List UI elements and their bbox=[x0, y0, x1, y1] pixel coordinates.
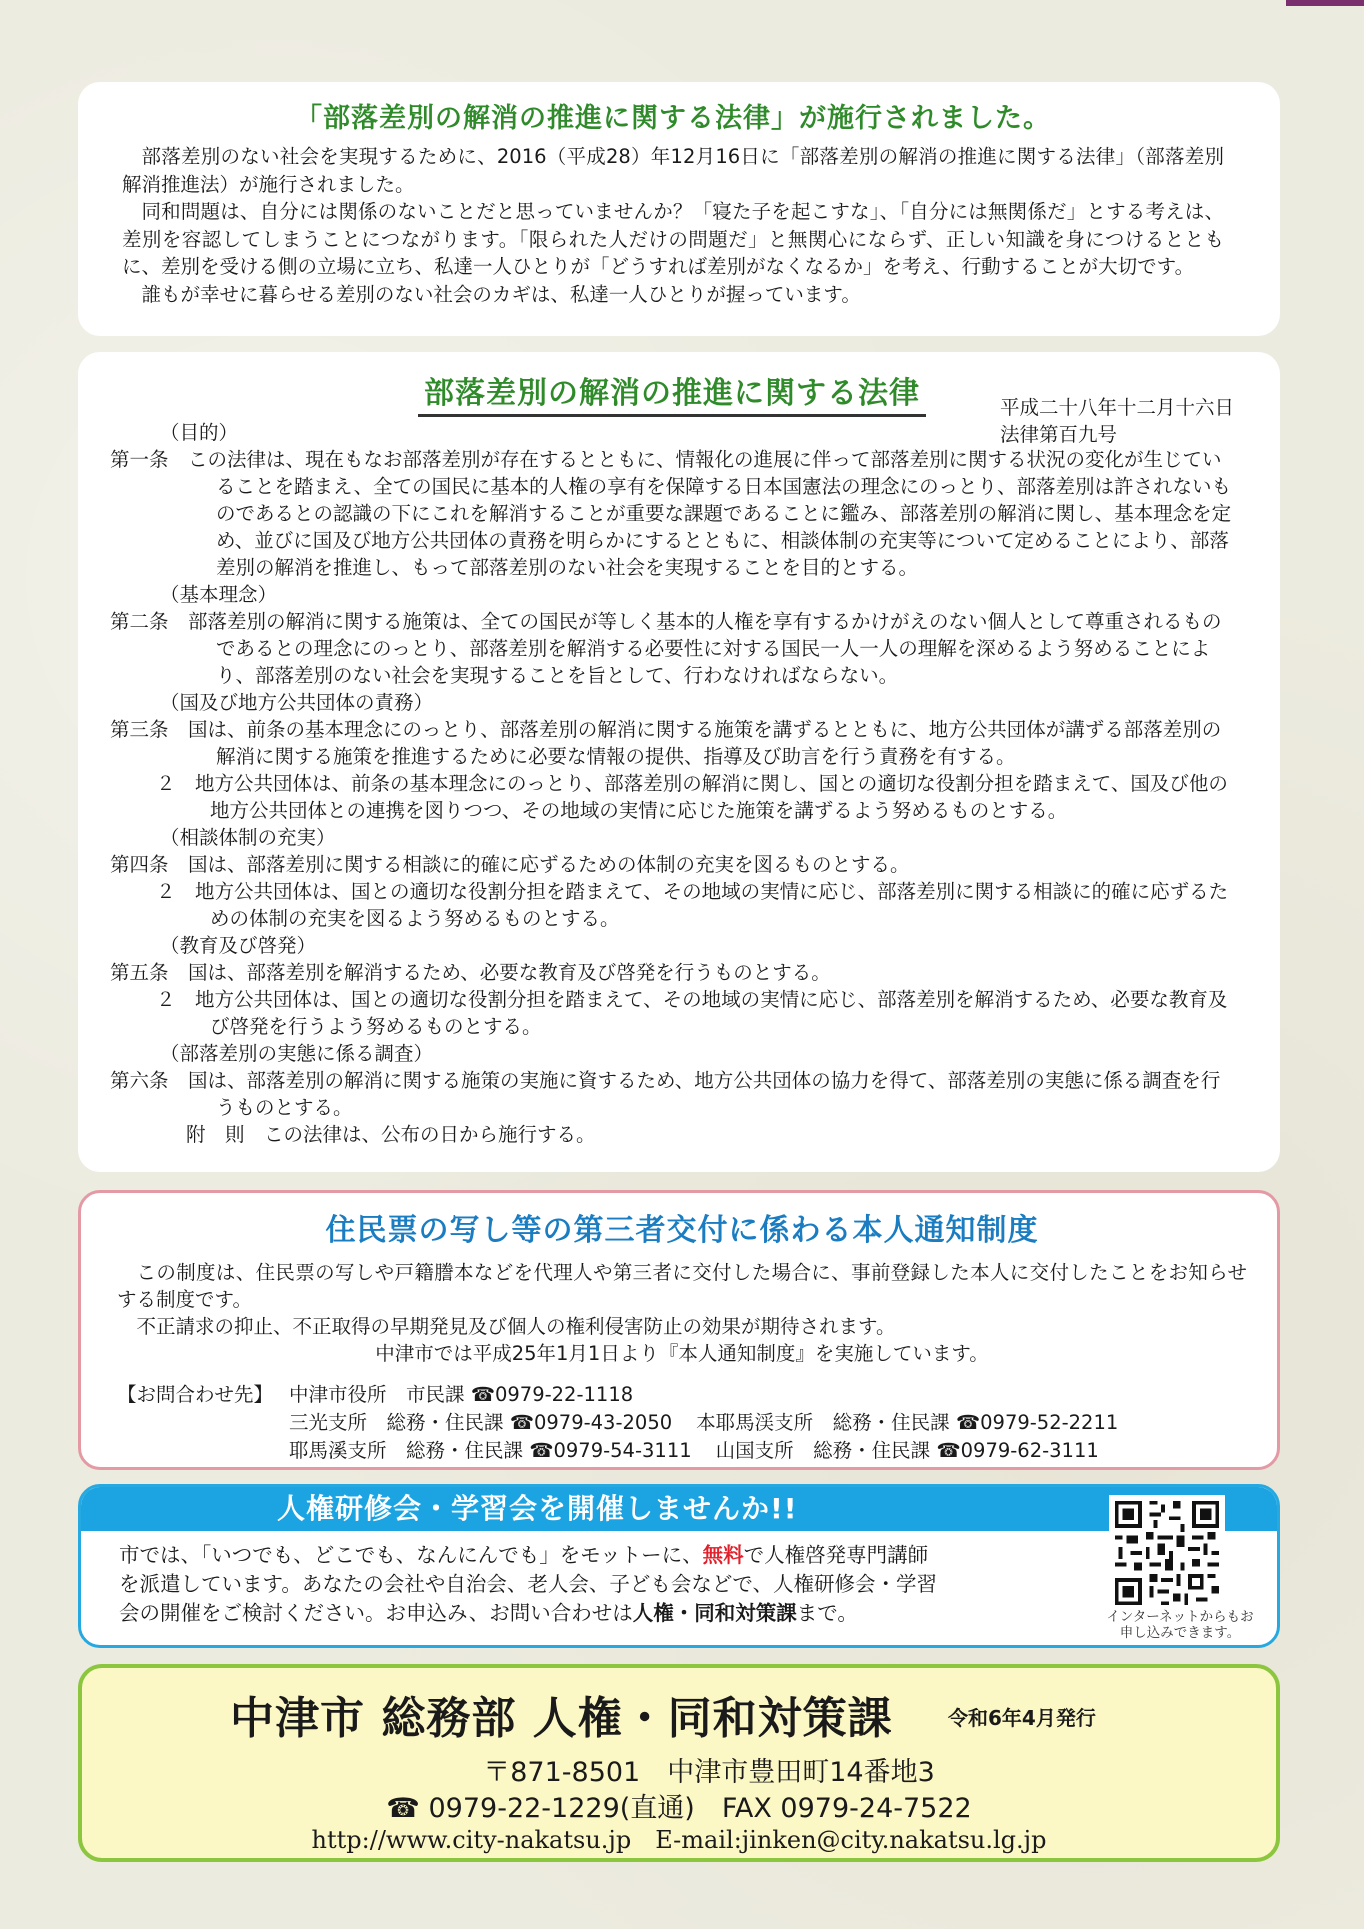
qr-code-icon[interactable] bbox=[1109, 1495, 1225, 1611]
notice-paragraph: 誰もが幸せに暮らせる差別のない社会のカギは、私達一人ひとりが握っています。 bbox=[141, 282, 861, 306]
footer-section bbox=[78, 1664, 1280, 1862]
caption-purpose: （目的） bbox=[160, 421, 239, 444]
supplementary-provision: 附 則 この法律は、公布の日から施行する。 bbox=[186, 1123, 596, 1146]
article-1: 第一条 この法律は、現在もなお部落差別が存在するとともに、情報化の進展に伴って部落差別に関する状況の変化が生じていることを踏まえ、全ての国民に基本的人権の享有を保障する日本国憲法の理念にのっとり、部落差別は許されないものであるとの認識の下にこれを解消することが重要な課題であることに鑑み、部落差別の解消に関し、基本理念を定め、並びに国及び地方公共団体の責務を明らかにするとともに、相談体制の充実等について定めることにより、部落差別の解消を推進し、もって部落差別のない社会を実現することを目的とする。 bbox=[110, 448, 1232, 579]
contact-city-hall: 中津市役所 市民課 ☎0979-22-1118 bbox=[289, 1383, 634, 1406]
qr-note: インターネットからもお申し込みできます。 bbox=[1106, 1609, 1254, 1641]
caption-consult: （相談体制の充実） bbox=[160, 826, 336, 849]
article-2: 第二条 部落差別の解消に関する施策は、全ての国民が等しく基本的人権を享有するかけがえのない個人として尊重されるものであるとの理念にのっとり、部落差別を解消する必要性に対する国民一人一人の理解を深めるよう努めることにより、部落差別のない社会を実現することを旨として、行わなければならない。 bbox=[110, 610, 1222, 687]
notification-paragraph: この制度は、住民票の写しや戸籍謄本などを代理人や第三者に交付した場合に、事前登録した本人に交付したことをお知らせする制度です。 bbox=[117, 1261, 1247, 1311]
training-section bbox=[78, 1484, 1280, 1648]
law-title: 部落差別の解消の推進に関する法律 bbox=[418, 368, 926, 417]
postal-address: 〒871-8501 中津市豊田町14番地3 bbox=[483, 1757, 935, 1788]
department-name: 中津市 総務部 人権・同和対策課 bbox=[230, 1693, 893, 1744]
notification-implementation: 中津市では平成25年1月1日より『本人通知制度』を実施しています。 bbox=[375, 1342, 989, 1365]
caption-education: （教育及び啓発） bbox=[160, 934, 317, 957]
notice-paragraph: 部落差別のない社会を実現するために、2016（平成28）年12月16日に「部落差別の解消の推進に関する法律」（部落差別解消推進法）が施行されました。 bbox=[122, 145, 1224, 196]
notification-paragraph: 不正請求の抑止、不正取得の早期発見及び個人の権利侵害防止の効果が期待されます。 bbox=[136, 1315, 896, 1338]
free-highlight: 無料 bbox=[702, 1543, 744, 1567]
caption-principle: （基本理念） bbox=[160, 583, 278, 606]
law-date: 平成二十八年十二月十六日 bbox=[999, 396, 1234, 419]
article-3-para-2: ２ 地方公共団体は、前条の基本理念にのっとり、部落差別の解消に関し、国との適切な役割分担を踏まえて、国及び他の地方公共団体との連携を図りつつ、その地域の実情に応じた施策を講ずるよう努めるものとする。 bbox=[156, 772, 1228, 822]
web-email[interactable]: http://www.city-nakatsu.jp E-mail:jinken@city.nakatsu.lg.jp bbox=[311, 1826, 1047, 1854]
notice-paragraph: 同和問題は、自分には関係のないことだと思っていませんか？「寝た子を起こすな」、「自分には無関係だ」とする考えは、差別を容認してしまうことにつながります。「限られた人だけの問題だ」と無関心にならず、正しい知識を身につけるとともに、差別を受ける側の立場に立ち、私達一人ひとりが「どうすれば差別がなくなるか」を考え、行動することが大切です。 bbox=[122, 200, 1224, 278]
contact-honyabakei: 本耶馬渓支所 総務・住民課 ☎0979-52-2211 bbox=[696, 1411, 1119, 1434]
contact-yabakei: 耶馬溪支所 総務・住民課 ☎0979-54-3111 bbox=[289, 1439, 692, 1462]
article-4: 第四条 国は、部落差別に関する相談に的確に応ずるための体制の充実を図るものとする。 bbox=[110, 853, 910, 876]
law-section bbox=[78, 352, 1280, 1172]
article-6: 第六条 国は、部落差別の解消に関する施策の実施に資するため、地方公共団体の協力を得て、部落差別の実態に係る調査を行うものとする。 bbox=[110, 1069, 1221, 1119]
contact-yamakuni: 山国支所 総務・住民課 ☎0979-62-3111 bbox=[715, 1439, 1099, 1462]
contact-list bbox=[117, 1381, 1247, 1465]
corner-tab bbox=[1286, 0, 1364, 6]
notification-title: 住民票の写し等の第三者交付に係わる本人通知制度 bbox=[325, 1213, 1039, 1248]
contact-sanko: 三光支所 総務・住民課 ☎0979-43-2050 bbox=[289, 1411, 673, 1434]
article-5: 第五条 国は、部落差別を解消するため、必要な教育及び啓発を行うものとする。 bbox=[110, 961, 831, 984]
notice-section bbox=[78, 82, 1280, 336]
law-date-block bbox=[1000, 394, 1234, 448]
notification-section bbox=[78, 1190, 1280, 1470]
phone-fax: ☎ 0979-22-1229(直通) FAX 0979-24-7522 bbox=[386, 1793, 972, 1824]
article-3: 第三条 国は、前条の基本理念にのっとり、部落差別の解消に関する施策を講ずるとともに、地方公共団体が講ずる部落差別の解消に関する施策を推進するために必要な情報の提供、指導及び助言を行う責務を有する。 bbox=[110, 718, 1222, 768]
law-number: 法律第百九号 bbox=[999, 423, 1117, 446]
training-text: 市では、「いつでも、どこでも、なんにんでも」をモットーに、無料で人権啓発専門講師を派遣しています。あなたの会社や自治会、老人会、子ども会などで、人権研修会・学習会の開催をご検討ください。お申込み、お問い合わせは人権・同和対策課まで。 bbox=[119, 1543, 937, 1625]
law-body bbox=[108, 419, 1236, 1148]
notice-title: 「部落差別の解消の推進に関する法律」が施行されました。 bbox=[295, 103, 1051, 134]
issue-date: 令和6年4月発行 bbox=[948, 1706, 1096, 1730]
article-5-para-2: ２ 地方公共団体は、国との適切な役割分担を踏まえて、その地域の実情に応じ、部落差別を解消するため、必要な教育及び啓発を行うよう努めるものとする。 bbox=[156, 988, 1228, 1038]
article-4-para-2: ２ 地方公共団体は、国との適切な役割分担を踏まえて、その地域の実情に応じ、部落差別に関する相談に的確に応ずるための体制の充実を図るよう努めるものとする。 bbox=[156, 880, 1229, 930]
caption-duty: （国及び地方公共団体の責務） bbox=[160, 691, 434, 714]
contact-label: 【お問合わせ先】 bbox=[117, 1383, 274, 1406]
dept-highlight: 人権・同和対策課 bbox=[632, 1601, 797, 1625]
caption-survey: （部落差別の実態に係る調査） bbox=[160, 1042, 434, 1065]
training-banner: 人権研修会・学習会を開催しませんか!! bbox=[81, 1487, 1277, 1531]
